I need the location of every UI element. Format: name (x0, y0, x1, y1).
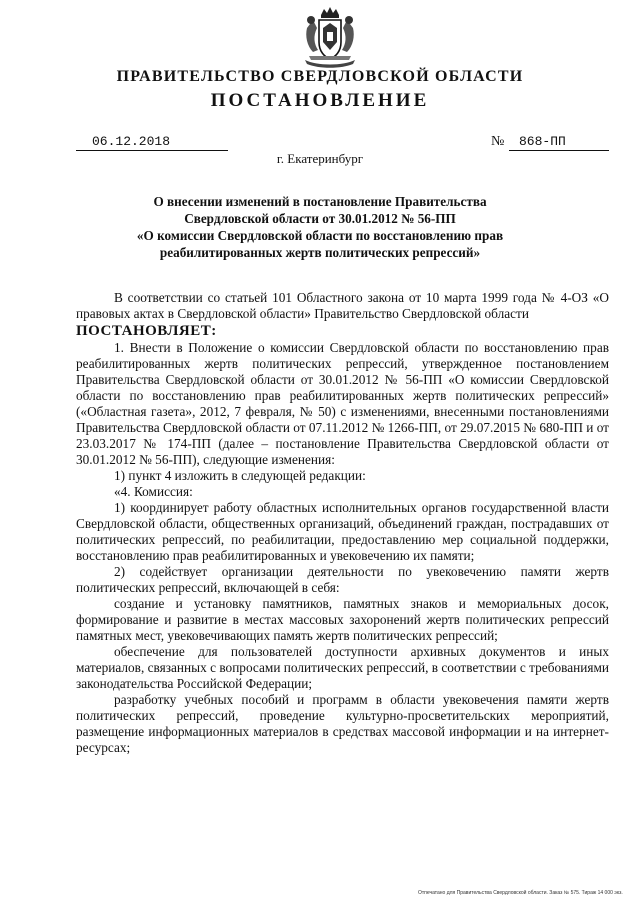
paragraph-8: разработку учебных пособий и программ в области увековечения памяти жертв политических репрессий, проведение культурно-просветительских мероприятий, размещение информационных материалов в средствах массовой информации и на интернет-ресурсах; (76, 692, 609, 755)
document-type: ПОСТАНОВЛЕНИЕ (210, 90, 430, 111)
coat-of-arms-icon (299, 6, 361, 70)
paragraph-4: 1) координирует работу областных исполнительных органов государственной власти Свердловской области, общественных организаций, объединений граждан, пострадавших от политических репрессий, по реабилитации, предоставлению мер социальной поддержки, восстановлению прав реабилитированных и увековечению их памяти; (76, 500, 609, 563)
document-body (76, 290, 609, 756)
paragraph-3: «4. Комиссия: (114, 484, 193, 499)
title-line-2: Свердловской области от 30.01.2012 № 56-ПП (184, 211, 456, 226)
city: г. Екатеринбург (276, 151, 364, 166)
title-line-3: «О комиссии Свердловской области по восстановлению прав (136, 228, 504, 243)
document-title (100, 193, 540, 261)
intro-paragraph: В соответствии со статьей 101 Областного закона от 10 марта 1999 года № 4-ОЗ «О правовых актах в Свердловской области» Правительство Свердловской области (76, 290, 609, 321)
paragraph-5: 2) содействует организации деятельности по увековечению памяти жертв политических репрессий, включающей в себя: (76, 564, 609, 595)
document-number: 868-ПП (519, 134, 566, 149)
paragraph-1: 1. Внести в Положение о комиссии Свердловской области по восстановлению прав реабилитированных жертв политических репрессий, утвержденное постановлением Правительства Свердловской области от 30.01.2012 № 56-ПП «О комиссии Свердловской области по восстановлению прав реабилитированных жертв политических репрессий» («Областная газета», 2012, 7 февраля, № 50) с изменениями, внесенными постановлениями Правительства Свердловской области от 07.11.2012 № 1266-ПП, от 29.07.2015 № 680-ПП и от 23.03.2017 № 174-ПП (далее – постановление Правительства Свердловской области от 30.01.2012 № 56-ПП), следующие изменения: (76, 340, 609, 467)
organization-name: ПРАВИТЕЛЬСТВО СВЕРДЛОВСКОЙ ОБЛАСТИ (116, 68, 524, 85)
paragraph-6: создание и установку памятников, памятных знаков и мемориальных досок, формирование и развитие в местах массовых захоронений жертв политических репрессий памятных мест, увековечивающих память жертв политических репрессий; (76, 596, 609, 643)
decree-heading: ПОСТАНОВЛЯЕТ: (76, 323, 217, 339)
print-footer: Отпечатано для Правительства Свердловской области. Заказ № 575. Тираж 14 000 экз. (418, 890, 623, 896)
number-sign: № (491, 134, 505, 149)
title-line-4: реабилитированных жертв политических репрессий» (159, 245, 481, 260)
document-date: 06.12.2018 (92, 134, 171, 149)
paragraph-7: обеспечение для пользователей доступности архивных документов и иных материалов, связанных с вопросами политических репрессий, в соответствии с требованиями законодательства Российской Федерации; (76, 644, 609, 691)
title-line-1: О внесении изменений в постановление Правительства (153, 194, 487, 209)
paragraph-2: 1) пункт 4 изложить в следующей редакции: (114, 468, 366, 483)
